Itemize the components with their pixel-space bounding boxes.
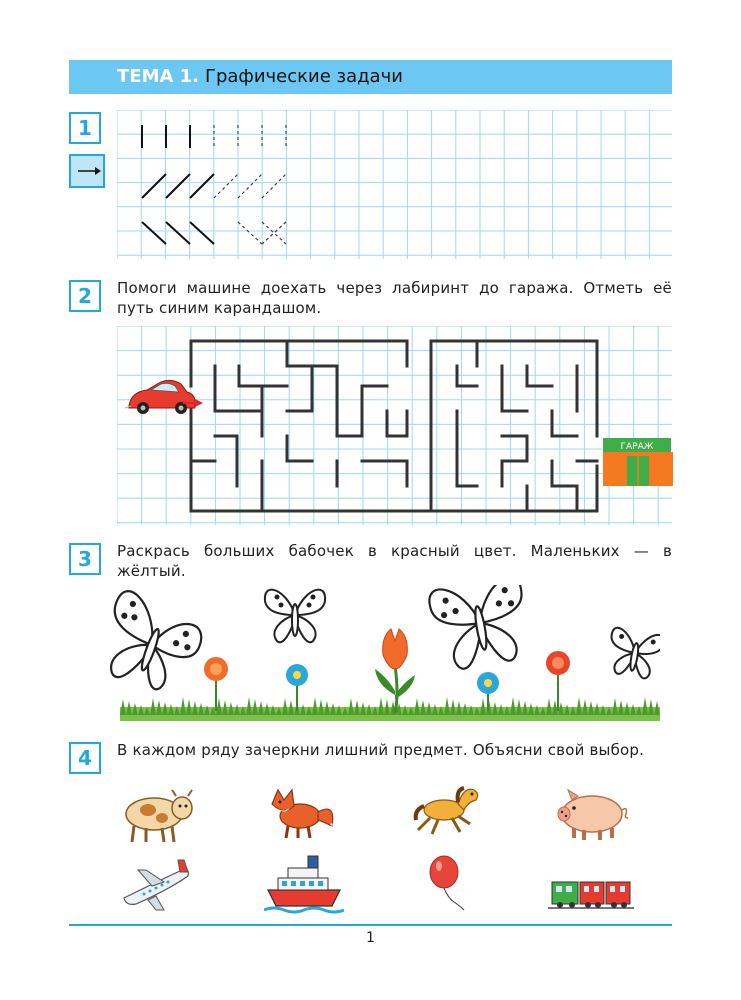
task-3-text: Раскрась больших бабочек в красный цвет. Маленьких — в жёлтый. <box>117 542 672 580</box>
fox-icon <box>262 782 338 842</box>
pig-icon <box>550 784 632 846</box>
car-icon <box>125 380 195 414</box>
topic-label: ТЕМА 1. <box>117 66 200 87</box>
butterflies-scene <box>100 585 660 725</box>
task-2-number: 2 <box>69 280 101 312</box>
garage-label: ГАРАЖ <box>620 442 654 452</box>
footer-divider <box>69 924 672 926</box>
ship-icon <box>264 852 344 914</box>
maze-grid <box>117 326 673 526</box>
task-1-grid <box>117 110 673 260</box>
balloon-icon <box>424 854 474 914</box>
task-4-number: 4 <box>69 742 101 774</box>
task-1-number: 1 <box>69 112 101 144</box>
butterfly-icon <box>100 588 209 700</box>
horse-icon <box>408 780 486 842</box>
topic-header <box>69 60 672 94</box>
task-2-text: Помоги машине доехать через лабиринт до гаража. Отметь её путь синим карандашом. <box>117 279 672 317</box>
arrow-right-icon <box>71 156 103 186</box>
train-icon <box>548 872 634 912</box>
page-number: 1 <box>366 930 375 946</box>
flower-icon <box>204 657 228 711</box>
topic-title: Графические задачи <box>205 66 403 87</box>
grass <box>120 697 660 721</box>
arrow-box <box>69 154 105 188</box>
butterfly-icon <box>427 585 532 673</box>
task-4-text: В каждом ряду зачеркни лишний предмет. Объясни свой выбор. <box>117 741 645 759</box>
task-3-number: 3 <box>69 543 101 575</box>
airplane-icon <box>118 856 194 914</box>
flower-icon <box>286 664 308 711</box>
butterfly-icon <box>605 627 660 681</box>
butterfly-icon <box>265 590 325 643</box>
cow-icon <box>118 784 198 846</box>
